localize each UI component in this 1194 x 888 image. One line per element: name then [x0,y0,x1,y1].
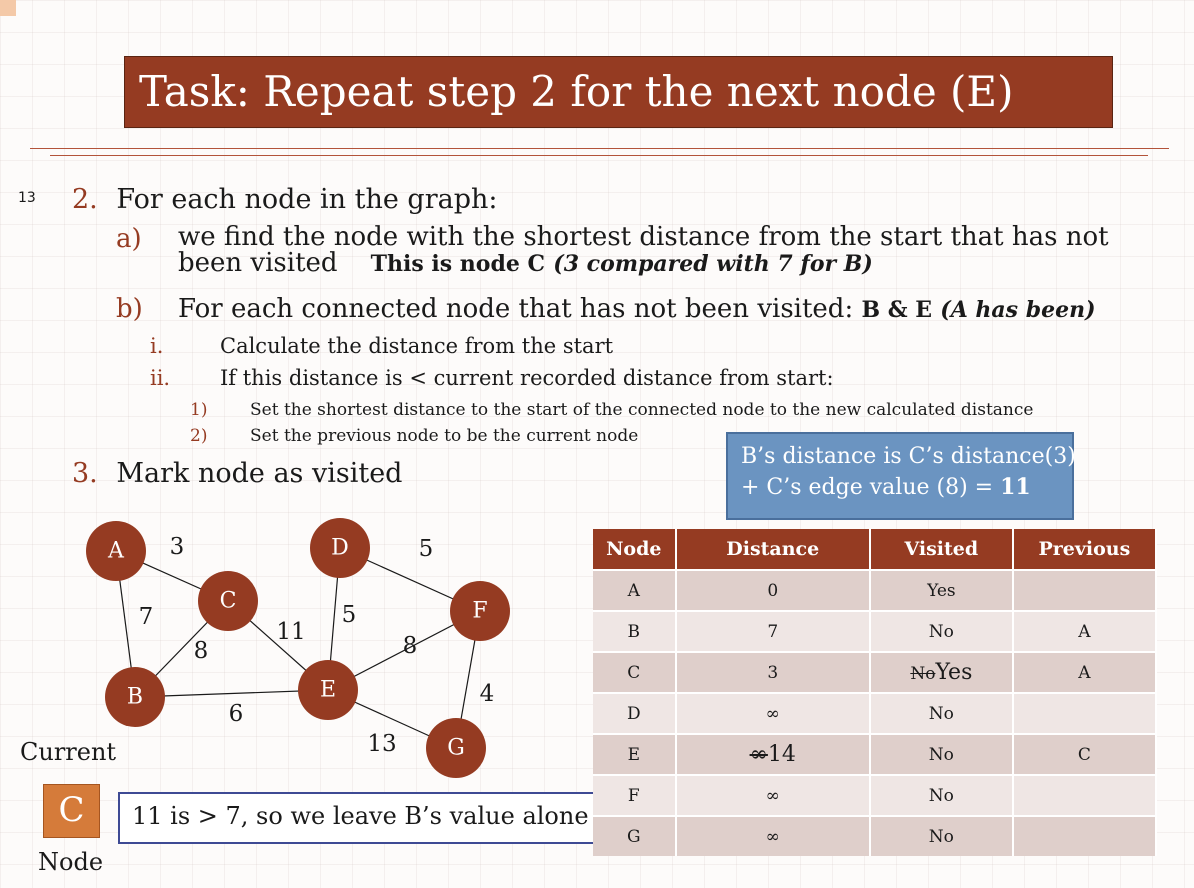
edge-weight-f-g: 4 [479,681,495,707]
substep-b-number: b) [116,294,143,324]
cell-visited: No [871,610,1014,651]
table-row [593,610,1157,651]
substep-a-number: a) [116,224,142,254]
cell-distance: 3 [677,651,871,692]
current-node-box: C [43,784,100,838]
header-visited: Visited [871,529,1014,569]
header-previous: Previous [1014,529,1157,569]
cell-distance: ∞ [677,774,871,815]
cell-node: B [593,610,677,651]
cell-node: G [593,815,677,856]
edge-weight-e-g: 13 [367,731,397,757]
node-label: Node [38,848,104,876]
cell-visited-new: Yes [935,660,973,685]
distance-table [593,529,1157,856]
cell-previous: A [1014,651,1157,692]
cell-distance: 0 [677,569,871,610]
substep-1-text: Set the shortest distance to the start of the connected node to the new calculated distance [250,400,1034,420]
cell-visited: Yes [871,569,1014,610]
edge-weight-a-c: 3 [169,534,185,560]
cell-previous: A [1014,610,1157,651]
node-label: B [126,684,144,710]
cell-visited: No [871,733,1014,774]
node-label: F [472,598,488,624]
step-3-text: Mark node as visited [116,458,403,489]
substep-a-line2: been visited This is node C (3 compared with 7 for B) [178,248,873,278]
callout-line2: + C’s edge value (8) = 11 [741,474,1031,500]
cell-previous [1014,774,1157,815]
cell-previous [1014,815,1157,856]
edge-weight-b-c: 8 [193,638,209,664]
graph-node-g [426,718,486,778]
graph-node-a [86,521,146,581]
substep-b-note: (A has been) [940,297,1096,323]
table-row [593,569,1157,610]
header-distance: Distance [677,529,871,569]
edge-weight-d-e: 5 [341,602,357,628]
cell-node: D [593,692,677,733]
substep-i-text: Calculate the distance from the start [220,334,614,358]
cell-previous: C [1014,733,1157,774]
step-3-number: 3. [72,458,98,489]
cell-visited [871,651,1014,692]
graph-node-c [198,571,258,631]
callout-line1: B’s distance is C’s distance(3) [741,444,1076,469]
substep-a-comparison: (3 compared with 7 for B) [553,251,873,277]
cell-node: C [593,651,677,692]
node-label: A [108,538,124,564]
substep-a-line1: we find the node with the shortest distance from the start that has not [178,222,1109,252]
step-2-text: For each node in the graph: [116,184,498,215]
substep-ii-number: ii. [150,366,171,390]
slide-number: 13 [18,190,36,206]
edge-weight-b-e: 6 [228,701,244,727]
edge-weight-e-f: 8 [402,633,418,659]
edge-weight-d-f: 5 [418,536,434,562]
graph-node-f [450,581,510,641]
edge-weight-c-e: 11 [276,619,306,645]
substep-b: For each connected node that has not been visited: B & E (A has been) [178,294,1096,324]
cell-previous [1014,569,1157,610]
graph-node-b [105,667,165,727]
node-label: G [447,735,465,761]
cell-node: A [593,569,677,610]
header-node: Node [593,529,677,569]
cell-node: E [593,733,677,774]
cell-visited-old: No [910,664,936,684]
substep-i-number: i. [150,334,164,358]
node-label: E [319,677,337,703]
substep-b-nodes: B & E [861,297,933,323]
table-header-row [593,529,1157,569]
table-row [593,651,1157,692]
table-row [593,692,1157,733]
step-2-number: 2. [72,184,98,215]
substep-2-text: Set the previous node to be the current node [250,426,639,446]
substep-2-number: 2) [190,426,208,446]
slide-title: Task: Repeat step 2 for the next node (E) [124,56,1113,128]
cell-visited: No [871,815,1014,856]
cell-distance: 7 [677,610,871,651]
cell-visited: No [871,692,1014,733]
table-row [593,733,1157,774]
substep-1-number: 1) [190,400,208,420]
node-label: D [331,535,349,561]
table-row [593,774,1157,815]
cell-distance: ∞ [677,692,871,733]
note-box: 11 is > 7, so we leave B’s value alone [118,792,614,844]
cell-distance-new: 14 [767,742,796,767]
graph-node-d [310,518,370,578]
substep-a-answer: This is node C [370,251,546,277]
graph-node-e [298,660,358,720]
substep-ii-text: If this distance is < current recorded distance from start: [220,366,834,390]
cell-node: F [593,774,677,815]
table-row [593,815,1157,856]
node-label: C [219,588,237,614]
cell-distance: ∞ [677,815,871,856]
cell-distance-old: ∞ [749,742,768,767]
cell-visited: No [871,774,1014,815]
cell-previous [1014,692,1157,733]
cell-distance [677,733,871,774]
current-label: Current [20,738,117,766]
edge-weight-a-b: 7 [138,604,154,630]
